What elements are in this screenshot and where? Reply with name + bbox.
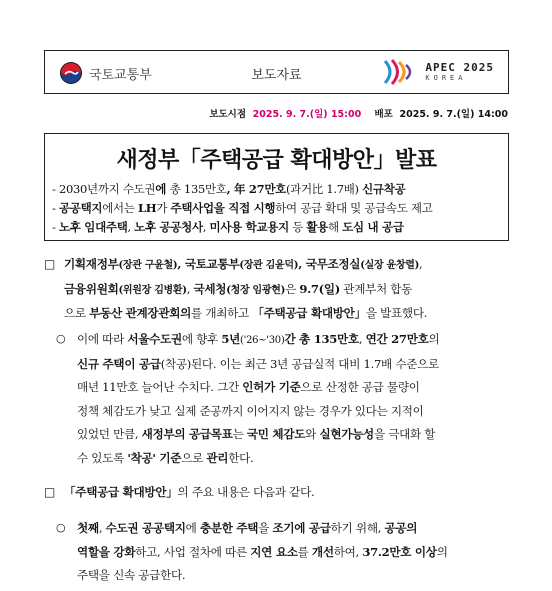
text-segment: -	[52, 201, 59, 215]
text-segment: 기획재정부	[64, 257, 119, 271]
text-segment: 국민 체감도	[246, 427, 306, 441]
text-segment: -	[52, 220, 59, 234]
text-segment: 9.7(일)	[299, 281, 340, 296]
title-bullet	[45, 180, 508, 199]
section-marker: □	[44, 257, 56, 271]
text-segment: 개선	[311, 544, 334, 559]
header-box	[44, 50, 509, 94]
doc-type: 보도자료	[251, 68, 302, 83]
text-segment: 하고, 사업 절차에 따른	[135, 544, 251, 559]
title-bullet	[45, 218, 508, 237]
text-segment: ,	[358, 332, 366, 346]
text-segment: 가	[156, 201, 171, 215]
section-1-paragraph	[64, 253, 512, 326]
text-segment: 을 극대화 할	[373, 427, 436, 441]
text-segment: 활용	[306, 220, 329, 234]
section-1-sub-paragraph	[77, 328, 512, 470]
text-segment: 도심 내 공급	[342, 220, 404, 234]
apec-logo	[381, 57, 494, 87]
text-segment: 이에 따라	[77, 332, 128, 346]
text-segment: (청장 임광현)	[226, 284, 286, 296]
text-segment: 등	[288, 220, 307, 234]
distribution-value: 2025. 9. 7.(일) 14:00	[399, 109, 508, 120]
ministry-name: 국토교통부	[89, 67, 152, 83]
text-segment: 수도권	[122, 182, 156, 196]
apec-title: APEC 2025	[425, 61, 494, 74]
text-line	[77, 353, 512, 377]
text-segment: 「주택공급 확대방안」	[64, 485, 178, 499]
text-segment: 수도권 공공택지	[105, 521, 186, 535]
text-line	[64, 253, 512, 278]
text-segment: ,	[298, 257, 306, 271]
text-segment: 첫째	[77, 521, 99, 535]
text-line	[77, 541, 512, 565]
text-segment: 를	[297, 544, 312, 559]
text-segment: 신규착공	[362, 182, 406, 196]
text-segment: 충분한 주택	[199, 521, 259, 535]
text-segment: (과거比 1.7배)	[285, 182, 363, 196]
text-segment: (위원장 김병환)	[118, 284, 187, 296]
text-segment: 의 주요 내용은 다음과 같다.	[177, 485, 315, 499]
text-segment: 관리	[206, 450, 229, 465]
text-segment: (장관 김윤덕)	[239, 260, 299, 271]
text-segment: 국세청	[193, 281, 227, 296]
text-segment: ,	[177, 257, 185, 271]
text-segment: 으로	[64, 306, 90, 320]
text-segment: 으로	[181, 450, 207, 465]
text-line	[77, 423, 512, 447]
text-segment: 공공택지	[58, 201, 103, 215]
text-segment: 국무조정실	[305, 257, 361, 271]
text-line	[77, 447, 512, 471]
section-2-paragraph	[64, 481, 512, 505]
subsection-marker: ○	[56, 332, 66, 345]
text-segment: 에	[185, 521, 200, 535]
text-segment: 미사용 학교용지	[209, 220, 289, 234]
text-segment: 2030년까지	[58, 182, 123, 196]
text-segment: 하기 위해,	[330, 521, 385, 535]
text-segment: 공공의	[384, 521, 418, 535]
section-2-sub-paragraph	[77, 517, 512, 588]
text-segment: 를 개최하고	[191, 306, 253, 320]
text-segment: '착공' 기준	[127, 450, 182, 465]
text-segment: ,	[419, 257, 423, 271]
text-segment: 인허가 기준	[242, 380, 301, 394]
apec-emblem-icon	[381, 57, 421, 87]
text-segment: 「주택공급 확대방안」	[252, 306, 366, 320]
apec-subtitle: KOREA	[425, 74, 467, 82]
text-segment: 조기에 공급	[272, 521, 331, 535]
text-segment: ,	[202, 220, 210, 234]
text-line	[64, 278, 512, 303]
release-time-value: 2025. 9. 7.(일) 15:00	[252, 109, 362, 120]
text-segment: 의	[436, 544, 448, 559]
text-segment: 노후 임대주택	[58, 220, 128, 234]
text-segment: -	[52, 182, 59, 196]
text-segment: 에 향후	[181, 332, 222, 346]
text-segment: 신규 주택이 공급	[77, 356, 161, 371]
text-segment: LH	[138, 201, 157, 215]
text-segment: 5년	[221, 332, 241, 346]
text-segment: 을 발표했다.	[365, 306, 428, 320]
text-line	[77, 376, 512, 400]
text-segment: 서울수도권	[127, 332, 182, 346]
text-segment: 수 있도록	[77, 450, 128, 465]
title-box	[44, 133, 509, 241]
text-segment: ,	[186, 281, 194, 296]
text-segment: ,	[127, 220, 135, 234]
text-segment: 금융위원회	[64, 281, 119, 296]
text-segment: 지연 요소	[250, 544, 298, 559]
page-title: 새정부「주택공급 확대방안」발표	[116, 148, 437, 173]
text-segment: (착공)된다. 이는 최근 3년 공급실적 대비 1.7배 수준으로	[160, 356, 439, 371]
text-segment: 한다.	[228, 450, 254, 465]
text-segment: 정책 체감도가 낮고 실제 준공까지 이어지지 않는 경우가 있다는 지적이	[77, 403, 424, 418]
text-segment: 총 135만호	[169, 182, 227, 196]
title-bullet	[45, 199, 508, 218]
text-segment: ,	[98, 521, 106, 535]
text-segment: 실현가능성	[319, 427, 374, 441]
text-segment: 국토교통부	[184, 257, 240, 271]
text-segment: 을	[258, 521, 273, 535]
text-segment: 연간 27만호	[365, 332, 429, 346]
text-segment: 부동산 관계장관회의	[89, 306, 192, 320]
text-segment: (실장 윤창렬)	[360, 260, 420, 271]
text-segment: 하여,	[333, 544, 363, 559]
text-segment: 있었던 만큼,	[77, 427, 142, 441]
text-segment: 37.2만호 이상	[362, 544, 437, 559]
text-segment: 와	[305, 427, 320, 441]
text-segment: 는	[232, 427, 247, 441]
text-line	[77, 564, 512, 588]
text-segment: 관계부처 합동	[339, 281, 413, 296]
text-segment: 간 총 135만호	[284, 332, 359, 346]
text-segment: 주택사업을 직접 시행	[170, 201, 276, 215]
text-segment: 새정부의 공급목표	[141, 427, 233, 441]
text-segment: 에서는	[102, 201, 138, 215]
text-segment: 의	[428, 332, 440, 346]
text-segment: 으로 산정한 공급 물량이	[300, 380, 420, 394]
text-line	[77, 400, 512, 424]
distribution-label: 배포	[374, 109, 393, 120]
text-segment: 에	[155, 182, 170, 196]
text-segment: 해	[328, 220, 343, 234]
section-marker: □	[44, 485, 56, 499]
text-segment: ('26~'30)	[240, 335, 285, 346]
text-segment: (장관 구윤철)	[118, 260, 178, 271]
text-line	[77, 517, 512, 541]
text-segment: 은	[285, 281, 300, 296]
text-segment: 하여 공급 확대 및 공급속도 제고	[275, 201, 433, 215]
text-segment: 주택을 신속 공급한다.	[77, 568, 186, 582]
text-segment: 매년 11만호 늘어난 수치다. 그간	[77, 380, 243, 394]
text-segment: 年 27만호	[234, 182, 286, 196]
release-time-label: 보도시점	[209, 109, 247, 120]
text-segment: 노후 공공청사	[134, 220, 203, 234]
subsection-marker: ○	[56, 521, 66, 534]
release-times	[209, 106, 508, 120]
text-segment: 역할을 강화	[77, 544, 136, 559]
text-line	[77, 328, 512, 353]
text-segment: ,	[226, 182, 235, 196]
text-line	[64, 302, 512, 326]
text-line	[64, 481, 512, 505]
